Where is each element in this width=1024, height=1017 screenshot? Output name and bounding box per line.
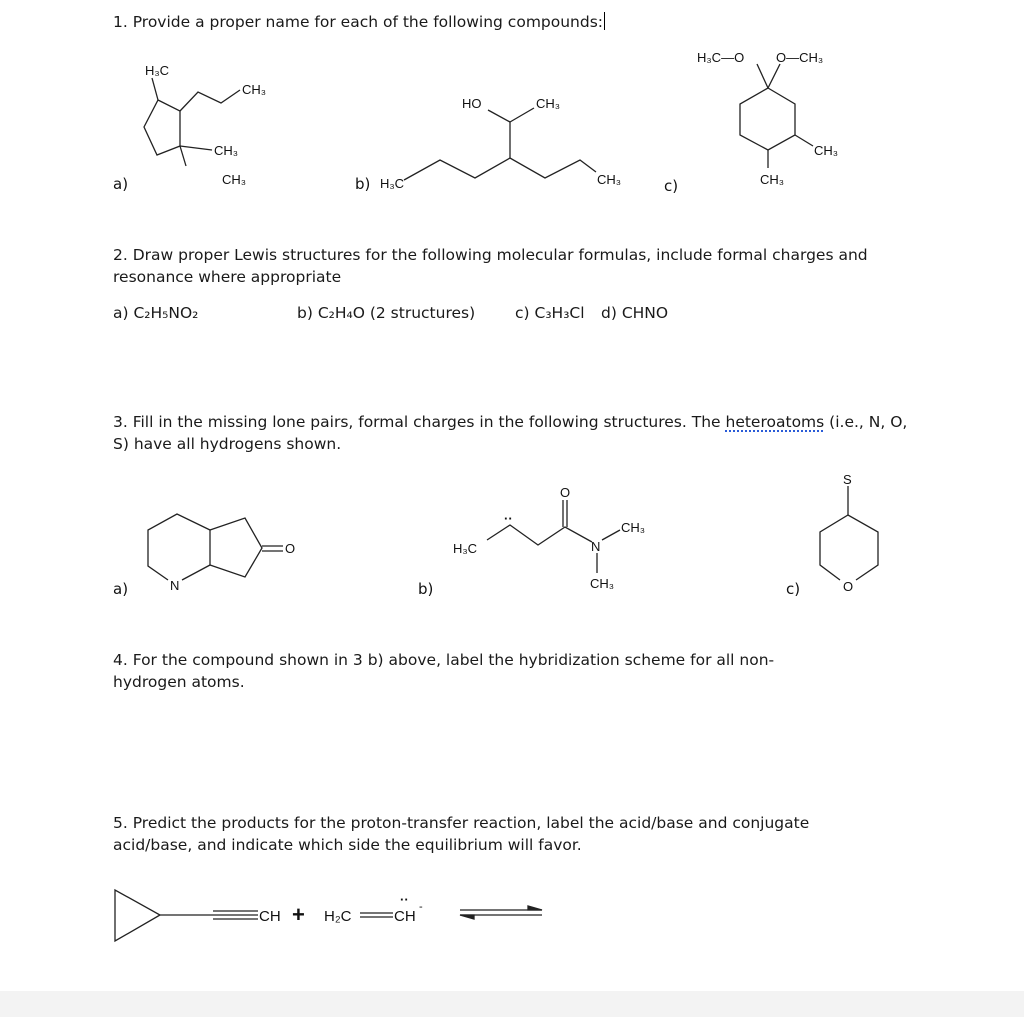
structure-3a (113, 514, 295, 598)
label-h3c: H₃C (145, 63, 170, 78)
reaction-5 (115, 890, 542, 941)
label-h2c: H₂C (324, 908, 352, 925)
lone-pair: ·· (400, 892, 409, 907)
label-ch3: CH₃ (597, 172, 622, 187)
structure-3c (786, 472, 878, 598)
question-4: 4. For the compound shown in 3 b) above, label the hybridization scheme for all non-hydrogen atoms. (113, 651, 775, 691)
label-ch3: CH₃ (222, 172, 247, 187)
label-h3c: H₃C (453, 541, 478, 556)
q3-text: 3. Fill in the missing lone pairs, formal charges in the following structures. The (113, 413, 726, 431)
label-ch3: CH₃ (760, 172, 785, 187)
spellcheck-word[interactable]: heteroatoms (725, 413, 825, 431)
part-label: a) (113, 175, 129, 193)
part-label: a) (113, 580, 129, 598)
label-methoxy: O—CH₃ (776, 50, 824, 65)
lone-pair: ·· (504, 511, 513, 526)
structure-1c (664, 50, 838, 195)
negative-charge: - (419, 901, 423, 913)
label-ch3: CH₃ (536, 96, 561, 111)
label-h3c: H₃C (380, 176, 405, 191)
part-label: b) (355, 175, 371, 193)
label-o: O (560, 485, 571, 500)
bottom-bar (0, 991, 1024, 1017)
question-5: 5. Predict the products for the proton-transfer reaction, label the acid/base and conjugate acid/base, and indicate which side the equilibrium will favor. (113, 814, 810, 854)
plus-sign: + (292, 902, 305, 927)
label-ch-anion: CH (394, 908, 416, 925)
question-1-text: 1. Provide a proper name for each of the following compounds: (113, 13, 604, 31)
label-s: S (843, 472, 852, 487)
q2-part-b: b) C₂H₄O (2 structures) (297, 304, 476, 322)
label-n: N (170, 578, 180, 593)
structure-3b (418, 485, 645, 598)
equilibrium-arrows-icon (460, 906, 542, 919)
q2-part-c: c) C₃H₃Cl (515, 304, 585, 322)
label-o: O (843, 579, 854, 594)
part-label: c) (664, 177, 679, 195)
label-ch3: CH₃ (214, 143, 239, 158)
q2-part-a: a) C₂H₅NO₂ (113, 304, 199, 322)
label-o: O (285, 541, 296, 556)
label-ch3: CH₃ (242, 82, 267, 97)
part-label: b) (418, 580, 434, 598)
label-ch3: CH₃ (814, 143, 839, 158)
q3-text-after: (i.e., N, O, S) have all hydrogens shown. (113, 413, 908, 453)
q2-part-d: d) CHNO (601, 304, 669, 322)
label-ch3: CH₃ (621, 520, 646, 535)
structure-1b (355, 96, 621, 193)
structure-1a (113, 63, 266, 193)
question-2: 2. Draw proper Lewis structures for the following molecular formulas, include formal charges and resonance where appropriate (113, 246, 868, 286)
label-ch3: CH₃ (590, 576, 615, 591)
label-ho: HO (462, 96, 482, 111)
label-ch: CH (259, 908, 281, 925)
label-methoxy: H₃C—O (697, 50, 745, 65)
label-n: N (591, 539, 601, 554)
part-label: c) (786, 580, 801, 598)
